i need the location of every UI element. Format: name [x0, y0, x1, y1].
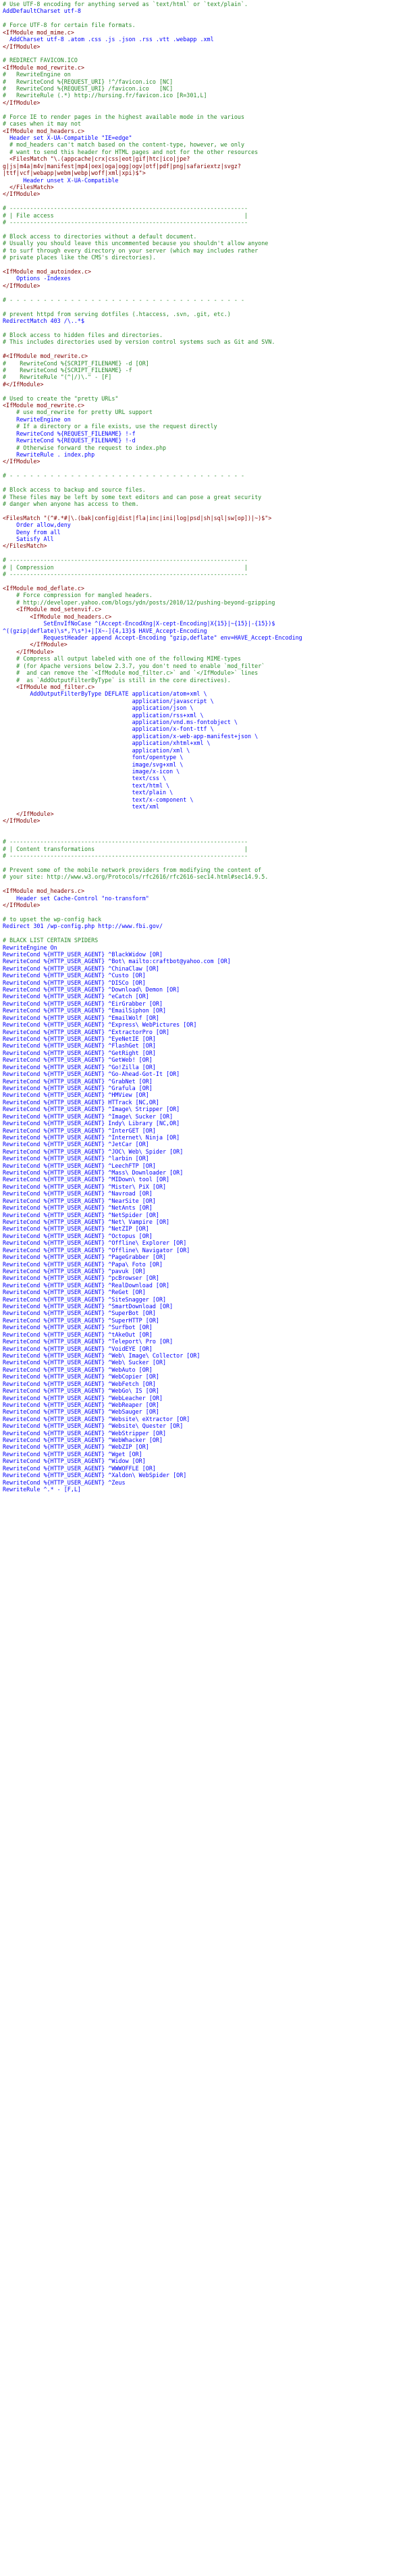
directive-line: RewriteCond %{HTTP_USER_AGENT} ^tAkeOut [OR]	[3, 1331, 153, 1338]
comment-line: # to surf through every directory on your server (which may includes rather	[3, 247, 259, 254]
directive-line: RewriteCond %{HTTP_USER_AGENT} ^RealDownload [OR]	[3, 1281, 170, 1289]
module-tag-line: <IfModule mod_autoindex.c>	[3, 268, 92, 276]
blank-line	[3, 578, 405, 585]
directive-line: RewriteCond %{HTTP_USER_AGENT} ^Web\ Image\ Collector [OR]	[3, 1352, 200, 1359]
directive-line: RewriteCond %{HTTP_USER_AGENT} ^Widow [OR]	[3, 1458, 146, 1465]
directive-line: RewriteCond %{HTTP_USER_AGENT} ^Go!Zilla [OR]	[3, 1063, 156, 1071]
blank-line	[3, 831, 405, 838]
comment-line: # ----------------------------------------------------------------------	[3, 219, 248, 226]
directive-line: RewriteCond %{HTTP_USER_AGENT} ^WebLeacher [OR]	[3, 1394, 163, 1401]
module-tag-line: </IfModule>	[3, 810, 54, 817]
directive-line: RewriteRule . index.php	[3, 451, 95, 458]
directive-line: RewriteCond %{HTTP_USER_AGENT} ^NetAnts [OR]	[3, 1204, 153, 1212]
directive-line: RewriteRule ^.* - [F,L]	[3, 1486, 81, 1493]
module-tag-line: <IfModule mod_filter.c>	[3, 683, 95, 690]
comment-line: # RewriteRule (.*) http://hursing.fr/favicon.ico [R=301,L]	[3, 92, 207, 99]
comment-line: # Force UTF-8 for certain file formats.	[3, 22, 136, 29]
comment-line: # http://developer.yahoo.com/blogs/ydn/posts/2010/12/pushing-beyond-gzipping	[3, 598, 275, 606]
blank-line	[3, 388, 405, 394]
comment-line: # BLACK LIST CERTAIN SPIDERS	[3, 937, 99, 944]
comment-line: # and can remove the `<IfModule mod_filter.c>` and `</IfModule>` lines	[3, 669, 259, 677]
directive-line: RewriteCond %{HTTP_USER_AGENT} ^Net\ Vampire [OR]	[3, 1218, 170, 1225]
comment-line: # to upset the wp-config hack	[3, 915, 102, 923]
directive-line: RewriteCond %{HTTP_USER_AGENT} ^Custo [OR]	[3, 972, 146, 979]
directive-line: RewriteCond %{HTTP_USER_AGENT} ^FlashGet [OR]	[3, 1042, 156, 1050]
blank-line	[3, 465, 405, 472]
directive-line: RewriteCond %{HTTP_USER_AGENT} ^ChinaClaw [OR]	[3, 964, 159, 972]
blank-line	[3, 106, 405, 113]
comment-line: # Compress all output labeled with one of the following MIME-types	[3, 655, 241, 663]
blank-line	[3, 303, 405, 310]
comment-line: # RewriteEngine on	[3, 71, 71, 78]
directive-line: RewriteCond %{HTTP_USER_AGENT} ^Go-Ahead-Got-It [OR]	[3, 1071, 180, 1078]
module-tag-line: <FilesMatch "\.(appcache|crx|css|eot|gif|htc|ico|jpe?	[3, 155, 190, 163]
module-tag-line: </IfModule>	[3, 641, 68, 648]
module-tag-line: #<IfModule mod_rewrite.c>	[3, 353, 88, 360]
directive-line: Deny from all	[3, 528, 61, 536]
directive-line: RewriteCond %{HTTP_USER_AGENT} ^WebFetch [OR]	[3, 1380, 156, 1387]
comment-line: # Block access to hidden files and directories.	[3, 331, 163, 338]
module-tag-line: <IfModule mod_headers.c>	[3, 127, 85, 134]
directive-line: text/css \	[3, 775, 167, 782]
comment-line: # private places like the CMS's directories).	[3, 254, 156, 261]
directive-line: RewriteCond %{REQUEST_FILENAME} !-d	[3, 437, 136, 444]
directive-line: RewriteCond %{HTTP_USER_AGENT} ^WebSauger [OR]	[3, 1408, 159, 1416]
directive-line: RewriteCond %{HTTP_USER_AGENT} ^Website\ Quester [OR]	[3, 1422, 184, 1430]
directive-line: application/xml \	[3, 746, 190, 754]
directive-line: RewriteCond %{HTTP_USER_AGENT} ^Papa\ Foto [OR]	[3, 1260, 163, 1268]
comment-line: # RewriteCond %{REQUEST_URI} /favicon.ico [NC]	[3, 85, 173, 93]
directive-line: RewriteCond %{HTTP_USER_AGENT} ^Mass\ Downloader [OR]	[3, 1169, 184, 1177]
module-tag-line: </FilesMatch>	[3, 183, 54, 190]
comment-line: # RewriteCond %{SCRIPT_FILENAME} -d [OR]	[3, 359, 149, 367]
module-tag-line: <IfModule mod_setenvif.c>	[3, 606, 102, 613]
directive-line: RequestHeader append Accept-Encoding "gzip,deflate" env=HAVE_Accept-Encoding	[3, 634, 302, 641]
comment-line: # RewriteCond %{REQUEST_URI} !^/favicon.ico [NC]	[3, 78, 173, 85]
directive-line: RewriteCond %{REQUEST_FILENAME} !-f	[3, 430, 136, 437]
comment-line: # | Content transformations |	[3, 845, 248, 852]
comment-line: # RewriteCond %{SCRIPT_FILENAME} -f	[3, 366, 132, 373]
comment-line: # danger when anyone has access to them.	[3, 500, 139, 507]
directive-line: RewriteCond %{HTTP_USER_AGENT} ^Image\ Sucker [OR]	[3, 1112, 173, 1120]
directive-line: RewriteCond %{HTTP_USER_AGENT} ^WWWOFFLE [OR]	[3, 1464, 156, 1472]
directive-line: Satisfy All	[3, 536, 54, 543]
directive-line: RewriteCond %{HTTP_USER_AGENT} ^BlackWidow [OR]	[3, 950, 163, 958]
directive-line: RewriteCond %{HTTP_USER_AGENT} ^InterGET [OR]	[3, 1127, 156, 1134]
directive-line: RewriteCond %{HTTP_USER_AGENT} ^Zeus	[3, 1478, 126, 1486]
comment-line: # Force compression for mangled headers.	[3, 592, 153, 599]
comment-line: # as `AddOutputFilterByType` is still in the core directives).	[3, 676, 231, 684]
blank-line	[3, 480, 405, 486]
module-tag-line: g|js|m4a|m4v|manifest|mp4|oex|oga|ogg|ogv|otf|pdf|png|safariextz|svgz?	[3, 162, 241, 170]
directive-line: AddOutputFilterByType DEFLATE application/atom+xml \	[3, 690, 207, 698]
directive-line: RewriteCond %{HTTP_USER_AGENT} Indy\ Library [NC,OR]	[3, 1120, 180, 1127]
directive-line: RewriteCond %{HTTP_USER_AGENT} ^Navroad [OR]	[3, 1190, 153, 1197]
directive-line: application/x-font-ttf \	[3, 725, 214, 733]
comment-line: # Otherwise forward the request to index.php	[3, 444, 167, 451]
directive-line: RewriteCond %{HTTP_USER_AGENT} ^pavuk [OR]	[3, 1267, 146, 1274]
directive-line: RewriteCond %{HTTP_USER_AGENT} ^SmartDownload [OR]	[3, 1303, 173, 1310]
module-tag-line: <IfModule mod_rewrite.c>	[3, 402, 85, 409]
directive-line: Order allow,deny	[3, 521, 71, 529]
directive-line: RewriteCond %{HTTP_USER_AGENT} ^DISCo [OR]	[3, 979, 146, 986]
blank-line	[3, 346, 405, 353]
blank-line	[3, 50, 405, 57]
blank-line	[3, 908, 405, 915]
directive-line: RewriteCond %{HTTP_USER_AGENT} ^LeechFTP [OR]	[3, 1162, 156, 1169]
comment-line: # REDIRECT FAVICON.ICO	[3, 57, 78, 64]
directive-line: RewriteEngine On	[3, 944, 57, 951]
comment-line: # Block access to directories without a default document.	[3, 232, 197, 240]
directive-line: text/x-component \	[3, 796, 194, 803]
directive-line: Options -Indexes	[3, 275, 71, 282]
directive-line: image/x-icon \	[3, 767, 180, 775]
comment-line: # mod_headers can't match based on the content-type, however, we only	[3, 141, 244, 149]
comment-line: # | Compression |	[3, 563, 248, 571]
blank-line	[3, 15, 405, 22]
blank-line	[3, 261, 405, 268]
module-tag-line: #</IfModule>	[3, 380, 44, 388]
directive-line: application/json \	[3, 704, 194, 712]
module-tag-line: <IfModule mod_headers.c>	[3, 613, 112, 620]
comment-line: # (for Apache versions below 2.3.7, you don't need to enable `mod_filter`	[3, 662, 265, 669]
directive-line: RewriteCond %{HTTP_USER_AGENT} ^MIDown\ tool [OR]	[3, 1176, 170, 1183]
directive-line: RewriteCond %{HTTP_USER_AGENT} ^Image\ Stripper [OR]	[3, 1106, 180, 1113]
directive-line: text/xml	[3, 803, 159, 810]
blank-line	[3, 824, 405, 831]
directive-line: RewriteCond %{HTTP_USER_AGENT} ^Xaldon\ WebSpider [OR]	[3, 1472, 187, 1479]
directive-line: RewriteCond %{HTTP_USER_AGENT} ^Web\ Sucker [OR]	[3, 1359, 167, 1366]
directive-line: application/rss+xml \	[3, 711, 204, 719]
directive-line: RewriteCond %{HTTP_USER_AGENT} ^eCatch [OR]	[3, 993, 149, 1000]
directive-line: Header set Cache-Control "no-transform"	[3, 894, 149, 902]
comment-line: # If a directory or a file exists, use the request directly	[3, 423, 217, 430]
blank-line	[3, 930, 405, 937]
directive-line: RewriteCond %{HTTP_USER_AGENT} ^HMView [OR]	[3, 1091, 149, 1099]
directive-line: RewriteCond %{HTTP_USER_AGENT} HTTrack [NC,OR]	[3, 1098, 159, 1106]
directive-line: text/html \	[3, 781, 170, 789]
directive-line: image/svg+xml \	[3, 761, 184, 768]
comment-line: # ----------------------------------------------------------------------	[3, 852, 248, 860]
blank-line	[3, 289, 405, 296]
directive-line: RewriteCond %{HTTP_USER_AGENT} ^Express\ WebPictures [OR]	[3, 1021, 197, 1029]
directive-line: Redirect 301 /wp-config.php http://www.fbi.gov/	[3, 923, 163, 930]
directive-line: RewriteCond %{HTTP_USER_AGENT} ^NearSite [OR]	[3, 1197, 156, 1204]
module-tag-line: </IfModule>	[3, 43, 40, 50]
directive-line: font/opentype \	[3, 754, 184, 761]
directive-line: application/x-web-app-manifest+json \	[3, 732, 259, 740]
directive-line: RewriteCond %{HTTP_USER_AGENT} ^EirGrabber [OR]	[3, 1000, 163, 1007]
directive-line: RewriteCond %{HTTP_USER_AGENT} ^VoidEYE [OR]	[3, 1345, 153, 1352]
comment-line: # | File access |	[3, 211, 248, 219]
directive-line: AddDefaultCharset utf-8	[3, 7, 81, 15]
directive-line: application/xhtml+xml \	[3, 740, 211, 747]
directive-line: RewriteCond %{HTTP_USER_AGENT} ^ReGet [OR]	[3, 1289, 146, 1296]
comment-line: # Use UTF-8 encoding for anything served as `text/html` or `text/plain`.	[3, 1, 248, 7]
directive-line: RewriteCond %{HTTP_USER_AGENT} ^Wget [OR]	[3, 1450, 142, 1458]
directive-line: RewriteCond %{HTTP_USER_AGENT} ^SiteSnagger [OR]	[3, 1295, 167, 1303]
directive-line: RewriteCond %{HTTP_USER_AGENT} ^GetRight [OR]	[3, 1049, 156, 1056]
module-tag-line: </IfModule>	[3, 282, 40, 289]
module-tag-line: </IfModule>	[3, 458, 40, 465]
comment-line: # prevent httpd from serving dotfiles (.htaccess, .svn, .git, etc.)	[3, 310, 231, 317]
directive-line: RewriteCond %{HTTP_USER_AGENT} ^WebCopier [OR]	[3, 1373, 159, 1381]
module-tag-line: <IfModule mod_mime.c>	[3, 28, 74, 36]
directive-line: RewriteCond %{HTTP_USER_AGENT} ^Offline\ Navigator [OR]	[3, 1246, 190, 1254]
directive-line: RewriteCond %{HTTP_USER_AGENT} ^WebZIP [OR]	[3, 1443, 149, 1451]
comment-line: # ----------------------------------------------------------------------	[3, 205, 248, 212]
module-tag-line: <FilesMatch "(^#.*#|\.(bak|config|dist|fla|inc|ini|log|psd|sh|sql|sw[op])|~)$">	[3, 514, 272, 521]
directive-line: RewriteCond %{HTTP_USER_AGENT} ^GetWeb! [OR]	[3, 1056, 153, 1064]
directive-line: RewriteCond %{HTTP_USER_AGENT} ^Internet\ Ninja [OR]	[3, 1133, 180, 1141]
comment-line: # ----------------------------------------------------------------------	[3, 557, 248, 564]
directive-line: RewriteCond %{HTTP_USER_AGENT} ^larbin [OR]	[3, 1155, 149, 1162]
comment-line: # - - - - - - - - - - - - - - - - - - - - - - - - - - - - - - - - - - -	[3, 296, 244, 303]
module-tag-line: </IfModule>	[3, 817, 40, 824]
directive-line: RewriteCond %{HTTP_USER_AGENT} ^WebStripper [OR]	[3, 1429, 167, 1437]
directive-line: RewriteCond %{HTTP_USER_AGENT} ^EmailSiphon [OR]	[3, 1007, 167, 1014]
directive-line: RewriteCond %{HTTP_USER_AGENT} ^Bot\ mailto:craftbot@yahoo.com [OR]	[3, 958, 231, 965]
comment-line: # Force IE to render pages in the highest available mode in the various	[3, 113, 244, 120]
blank-line	[3, 226, 405, 233]
directive-line: AddCharset utf-8 .atom .css .js .json .rss .vtt .webapp .xml	[3, 36, 214, 43]
comment-line: # Prevent some of the mobile network providers from modifying the content of	[3, 866, 262, 873]
comment-line: # RewriteRule "(^|/)\." - [F]	[3, 373, 112, 381]
module-tag-line: |ttf|vcf|webapp|webm|webp|woff|xml|xpi)$">	[3, 170, 146, 177]
directive-line: RewriteCond %{HTTP_USER_AGENT} ^EyeNetIE [OR]	[3, 1035, 156, 1043]
directive-line: RewriteCond %{HTTP_USER_AGENT} ^Surfbot [OR]	[3, 1324, 153, 1331]
comment-line: # cases when it may not	[3, 120, 81, 128]
module-tag-line: <IfModule mod_rewrite.c>	[3, 63, 85, 71]
directive-line: RewriteCond %{HTTP_USER_AGENT} ^SuperBot [OR]	[3, 1310, 156, 1317]
directive-line: application/vnd.ms-fontobject \	[3, 719, 238, 726]
module-tag-line: </IfModule>	[3, 902, 40, 908]
comment-line: # This includes directories used by version control systems such as Git and SVN.	[3, 338, 275, 346]
directive-line: RewriteCond %{HTTP_USER_AGENT} ^ExtractorPro [OR]	[3, 1028, 170, 1035]
directive-line: RewriteCond %{HTTP_USER_AGENT} ^Teleport\ Pro [OR]	[3, 1338, 173, 1345]
directive-line: RewriteCond %{HTTP_USER_AGENT} ^NetZIP [OR]	[3, 1225, 149, 1233]
directive-line: RedirectMatch 403 /\..*$	[3, 317, 85, 324]
blank-line	[3, 324, 405, 331]
blank-line	[3, 507, 405, 514]
directive-line: RewriteCond %{HTTP_USER_AGENT} ^WebGo\ IS [OR]	[3, 1387, 159, 1395]
directive-line: RewriteCond %{HTTP_USER_AGENT} ^SuperHTTP [OR]	[3, 1316, 159, 1324]
directive-line: RewriteCond %{HTTP_USER_AGENT} ^JetCar [OR]	[3, 1141, 149, 1148]
directive-line: RewriteCond %{HTTP_USER_AGENT} ^Website\ eXtractor [OR]	[3, 1415, 190, 1422]
module-tag-line: </IfModule>	[3, 648, 54, 655]
directive-line: Header set X-UA-Compatible "IE=edge"	[3, 134, 132, 142]
directive-line: text/plain \	[3, 789, 173, 796]
comment-line: # Block access to backup and source files.	[3, 486, 146, 494]
module-tag-line: <IfModule mod_deflate.c>	[3, 585, 85, 592]
module-tag-line: </FilesMatch>	[3, 542, 47, 550]
directive-line: RewriteCond %{HTTP_USER_AGENT} ^Mister\ PiX [OR]	[3, 1183, 167, 1190]
directive-line: RewriteCond %{HTTP_USER_AGENT} ^WebWhacker [OR]	[3, 1437, 163, 1444]
comment-line: # ----------------------------------------------------------------------	[3, 838, 248, 846]
directive-line: RewriteCond %{HTTP_USER_AGENT} ^NetSpider [OR]	[3, 1211, 159, 1218]
comment-line: # Used to create the "pretty URLs"	[3, 394, 119, 402]
module-tag-line: </IfModule>	[3, 99, 40, 106]
directive-line: RewriteCond %{HTTP_USER_AGENT} ^JOC\ Web\ Spider [OR]	[3, 1148, 184, 1155]
blank-line	[3, 881, 405, 887]
comment-line: # your site: http://www.w3.org/Protocols/rfc2616/rfc2616-sec14.html#sec14.9.5.	[3, 873, 269, 881]
blank-line	[3, 859, 405, 866]
directive-line: RewriteCond %{HTTP_USER_AGENT} ^Download\ Demon [OR]	[3, 986, 180, 994]
blank-line	[3, 198, 405, 205]
comment-line: # ----------------------------------------------------------------------	[3, 571, 248, 578]
module-tag-line: <IfModule mod_headers.c>	[3, 887, 85, 895]
directive-line: RewriteEngine on	[3, 415, 71, 423]
directive-line: SetEnvIfNoCase ^(Accept-EncodXng|X-cept-Encoding|X{15}|~{15}|-{15})$	[3, 620, 275, 627]
comment-line: # These files may be left by some text editors and can pose a great security	[3, 493, 262, 500]
directive-line: RewriteCond %{HTTP_USER_AGENT} ^Grafula [OR]	[3, 1084, 153, 1091]
blank-line	[3, 550, 405, 557]
directive-line: RewriteCond %{HTTP_USER_AGENT} ^WebAuto [OR]	[3, 1366, 153, 1373]
comment-line: # Usually you should leave this uncommented because you shouldn't allow anyone	[3, 240, 269, 247]
directive-line: RewriteCond %{HTTP_USER_AGENT} ^Octopus [OR]	[3, 1232, 153, 1239]
directive-line: ^((gzip|deflate)\s*,?\s*)+|[X~-]{4,13}$ HAVE_Accept-Encoding	[3, 627, 207, 634]
module-tag-line: </IfModule>	[3, 190, 40, 198]
comment-line: # - - - - - - - - - - - - - - - - - - - - - - - - - - - - - - - - - - -	[3, 472, 244, 480]
comment-line: # use mod_rewrite for pretty URL support	[3, 409, 153, 416]
directive-line: application/javascript \	[3, 697, 214, 704]
directive-line: RewriteCond %{HTTP_USER_AGENT} ^EmailWolf [OR]	[3, 1014, 159, 1021]
directive-line: Header unset X-UA-Compatible	[3, 176, 119, 184]
directive-line: RewriteCond %{HTTP_USER_AGENT} ^GrabNet [OR]	[3, 1077, 153, 1085]
comment-line: # want to send this header for HTML pages and not for the other resources	[3, 148, 259, 155]
directive-line: RewriteCond %{HTTP_USER_AGENT} ^PageGrabber [OR]	[3, 1254, 167, 1261]
directive-line: RewriteCond %{HTTP_USER_AGENT} ^Offline\ Explorer [OR]	[3, 1239, 187, 1247]
directive-line: RewriteCond %{HTTP_USER_AGENT} ^pcBrowser [OR]	[3, 1274, 159, 1282]
directive-line: RewriteCond %{HTTP_USER_AGENT} ^WebReaper [OR]	[3, 1401, 159, 1408]
